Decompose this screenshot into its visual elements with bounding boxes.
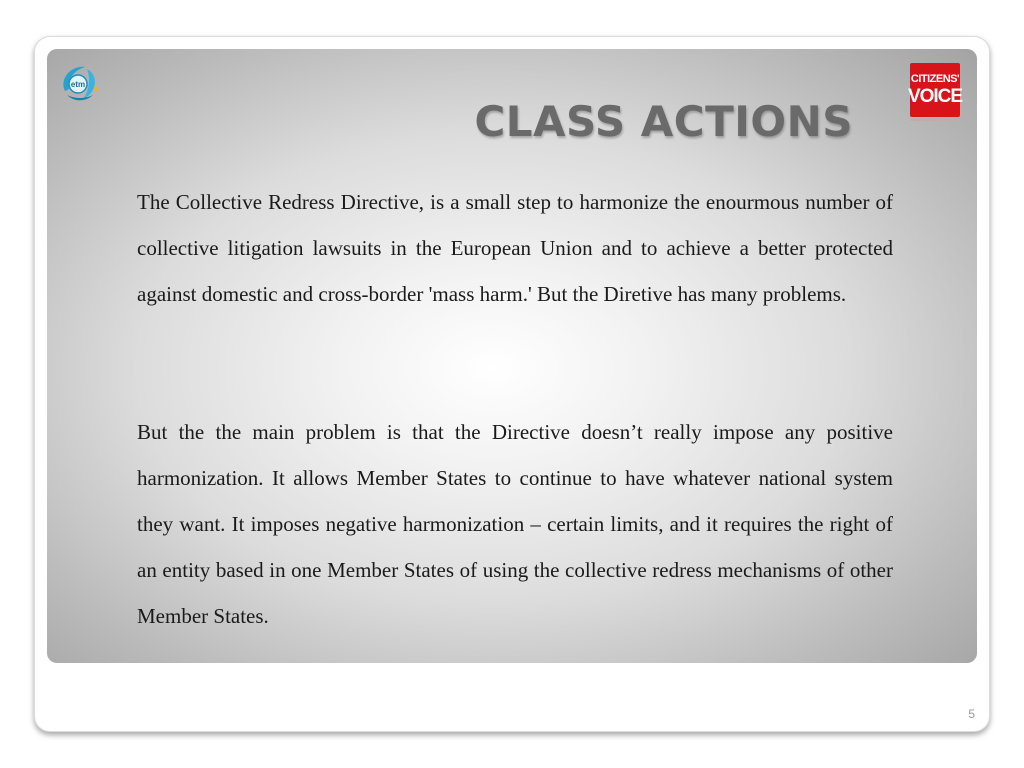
slide-title: CLASS ACTIONS — [474, 97, 853, 146]
page-number: 5 — [968, 707, 975, 721]
body-paragraph-1: The Collective Redress Directive, is a small step to harmonize the enourmous number of collective litigation lawsuits in the European Union and to achieve a better protected against domestic and cross-border 'mass harm.' But the Diretive has many problems. — [137, 190, 893, 306]
citizens-voice-logo-line1: CITIZENS' — [910, 73, 960, 85]
citizens-voice-logo — [907, 63, 963, 121]
etm-logo-text: etm — [70, 80, 86, 89]
slide-frame — [34, 36, 990, 732]
citizens-voice-logo-line2: VOICE — [907, 86, 963, 107]
body-paragraph-2: But the the main problem is that the Directive doesn’t really impose any positive harmonization. It allows Member States to continue to have whatever national system they want. It imposes negative harmonization – certain limits, and it requires the right of an entity based in one Member States of using the collective redress mechanisms of other Member States. — [137, 420, 893, 628]
content-panel — [47, 49, 977, 663]
